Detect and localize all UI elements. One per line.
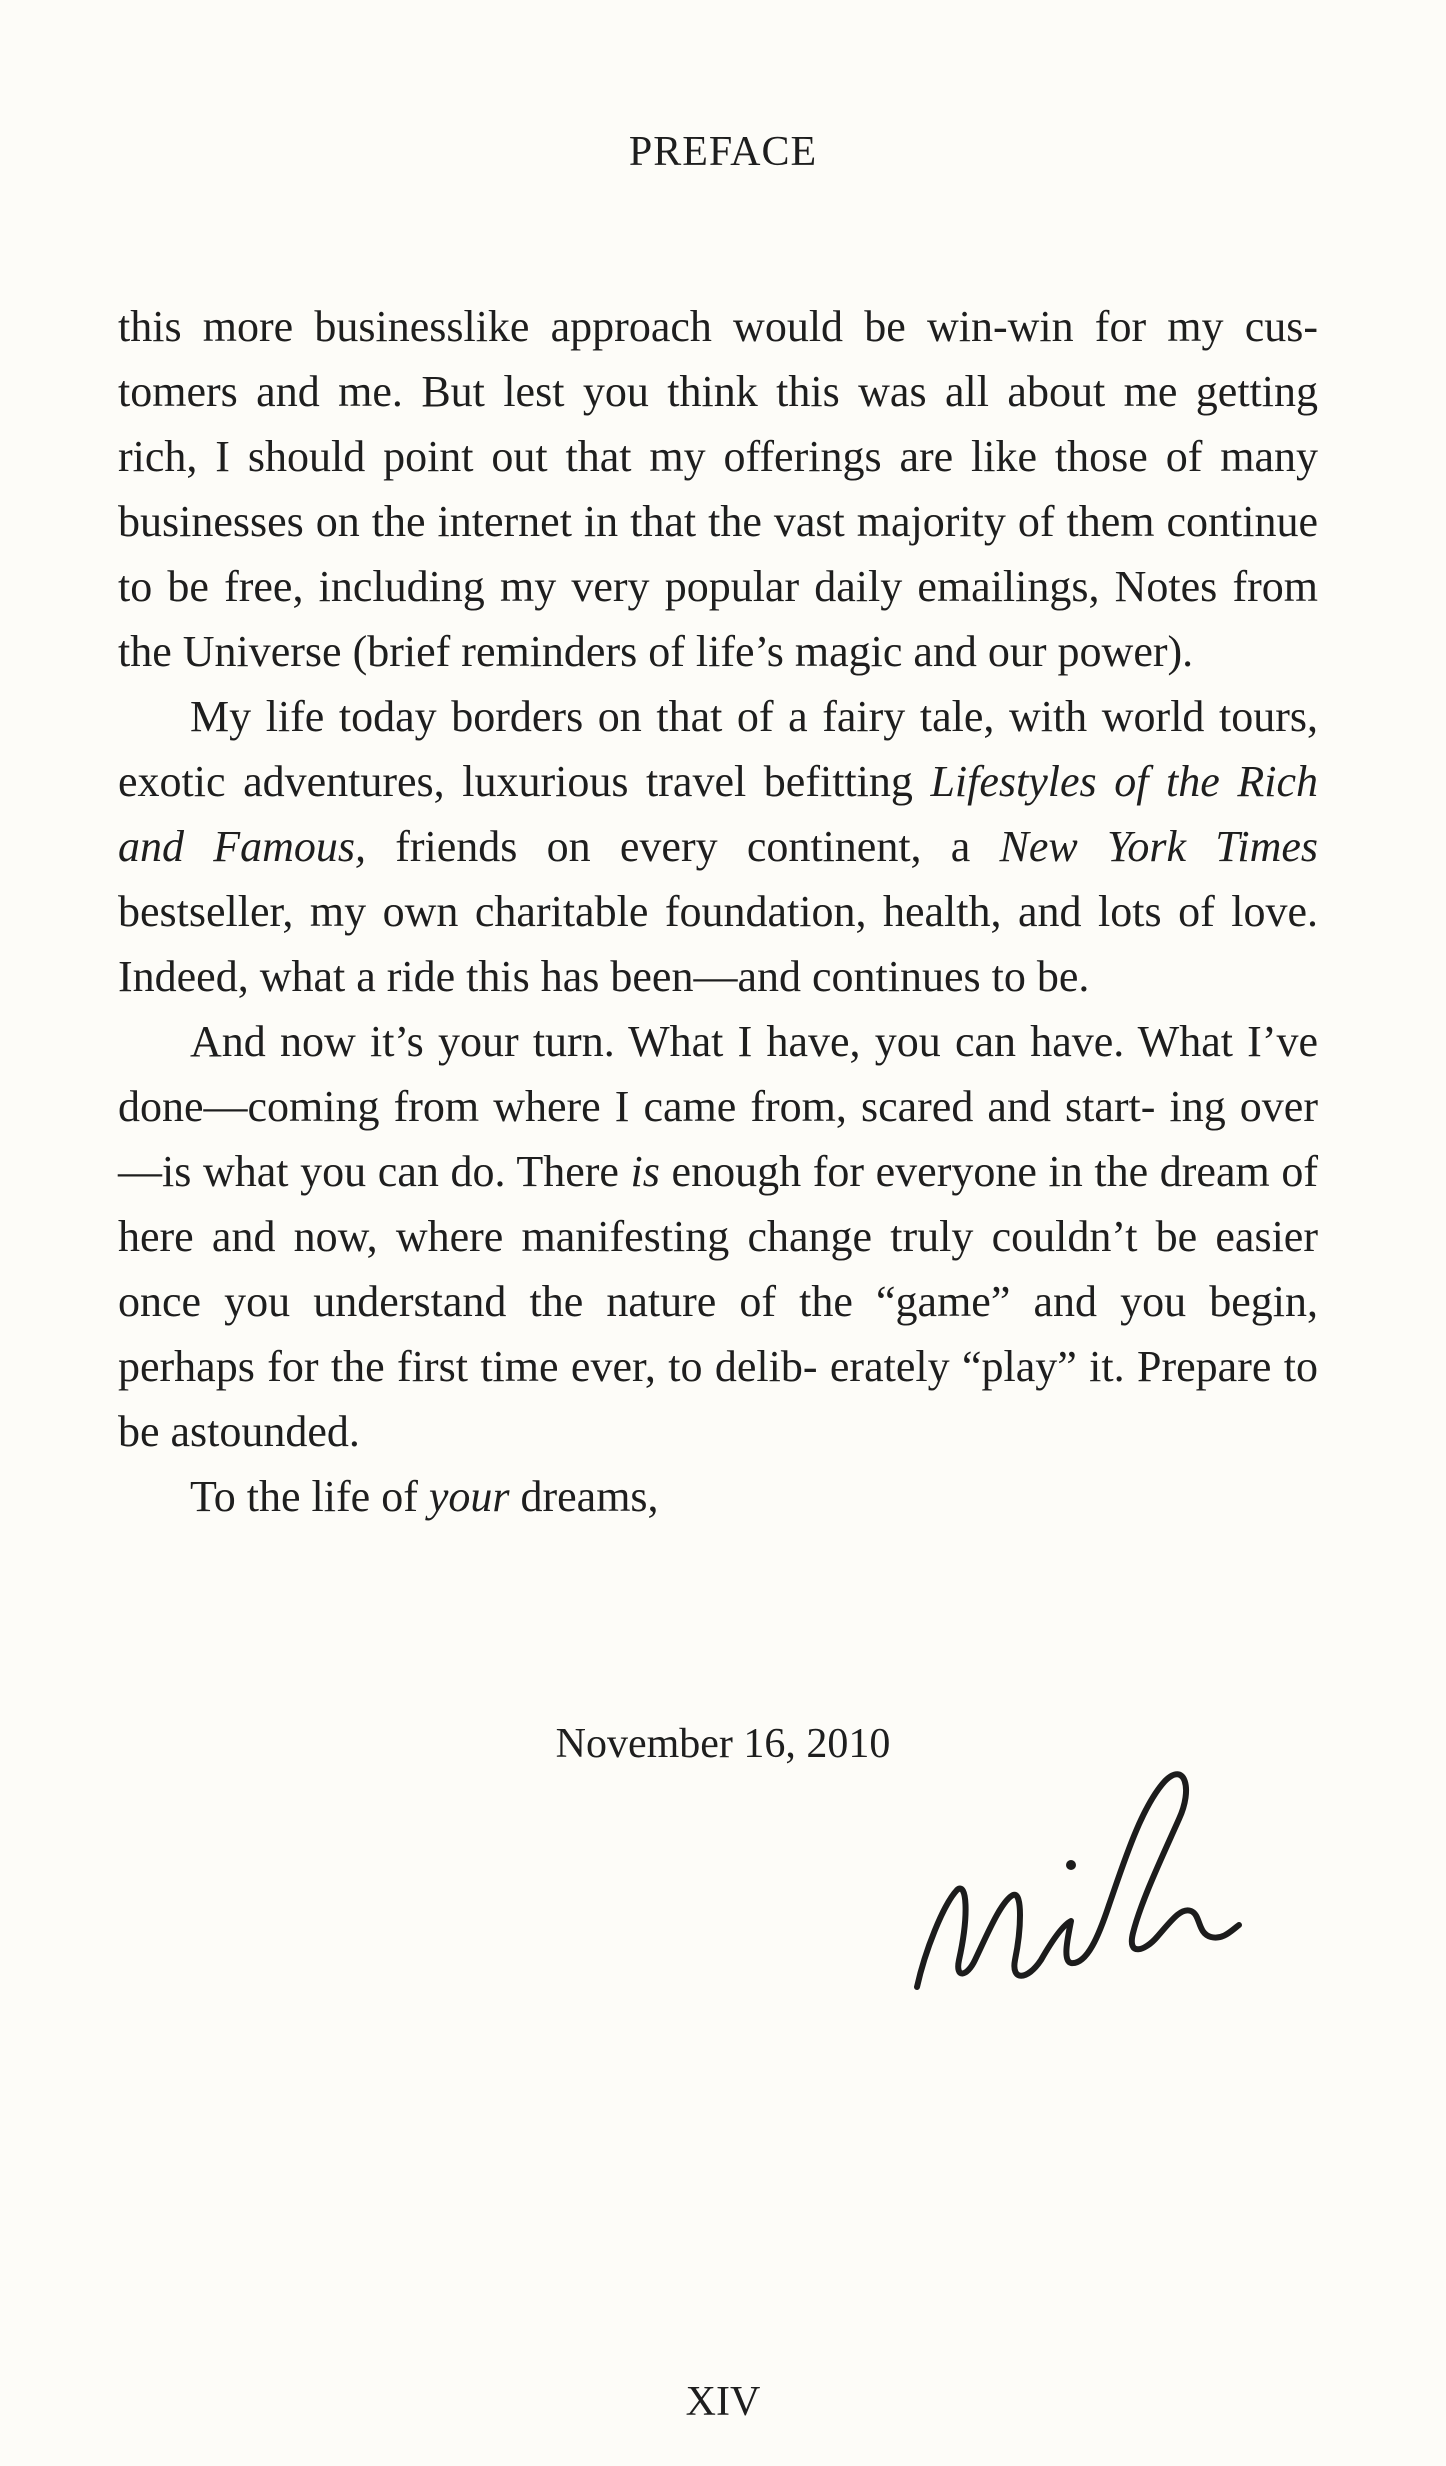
emphasis-your: your <box>428 1472 510 1521</box>
emphasis-is: is <box>630 1147 660 1196</box>
paragraph-2-text-c: friends on every continent, a <box>366 822 1000 871</box>
closing-salutation <box>118 1464 1318 1529</box>
salutation-text-c: dreams, <box>509 1472 659 1521</box>
paragraph-2 <box>118 684 1318 1009</box>
salutation-text-a: To the life of <box>190 1472 429 1521</box>
signature-date: November 16, 2010 <box>555 1721 891 1767</box>
paragraph-2-text-e: bestseller, my own charitable foundation, health, and lots of love. Indeed, what a ride this has been—and continues to be. <box>118 887 1318 1001</box>
handwritten-signature <box>905 1755 1245 1995</box>
page-number: XIV <box>685 2379 761 2425</box>
signature-dot <box>1066 1860 1076 1870</box>
paragraph-3 <box>118 1009 1318 1464</box>
paragraph-3-text-a: And now it’s your turn. What I have, you can have. What I’ve done—coming from where I came from, scared and start- ing over—is what you can do. There <box>118 1017 1318 1196</box>
paragraph-3-text-c: enough for everyone in the dream of here and now, where manifesting change truly couldn’t be easier once you understand the nature of the “game” and you begin, perhaps for the first time ever, to delib- erately “play” it. Prepare to be astounded. <box>118 1147 1318 1456</box>
running-header: PREFACE <box>628 129 818 175</box>
paragraph-1: this more businesslike approach would be win-win for my cus- tomers and me. But lest you think this was all about me getting rich, I should point out that my offerings are like those of many businesses on the internet in that the vast majority of them continue to be free, including my very popular daily emailings, Notes from the Universe (brief reminders of life’s magic and our power). <box>118 302 1318 676</box>
preface-body <box>118 294 1318 1529</box>
paragraph-2-text-a: My life today borders on that of a fairy tale, with world tours, exotic adventures, luxurious travel befitting <box>118 692 1318 806</box>
new-york-times-title: New York Times <box>999 822 1319 871</box>
lifestyles-title: Lifestyles of the Rich and Famous, <box>118 757 1318 871</box>
signature-stroke <box>917 1774 1239 1987</box>
